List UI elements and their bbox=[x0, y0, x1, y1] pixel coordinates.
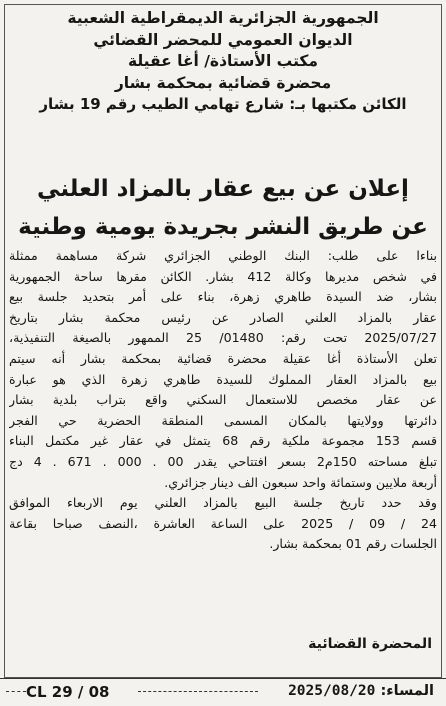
body-line: تعلن الأستاذة أغا عقيلة محضرة قضائية بمحكمة بشار أنه سيتم bbox=[9, 350, 437, 366]
page-footer bbox=[0, 678, 446, 706]
body-line: في شخص مديرها وكالة 412 بشار. الكائن مقرها ساحة الجمهورية bbox=[9, 268, 437, 284]
footer-divider bbox=[6, 691, 26, 692]
body-line: عن عقار مخصص للاستعمال السكني واقع بتراب بلدية بشار bbox=[9, 392, 437, 408]
footer-divider bbox=[138, 691, 258, 692]
body-line: تبلغ مساحته 150م2 بسعر افتتاحي يقدر 00 . 000 . 671 . 4 دج bbox=[9, 453, 437, 469]
body-line: الجلسات رقم 01 بمحكمة بشار. bbox=[269, 536, 437, 552]
announcement-body bbox=[9, 246, 437, 555]
announcement-header bbox=[8, 8, 438, 116]
body-line: عقار بالمزاد العلني الصادر عن رئيس محكمة بشار بتاريخ bbox=[9, 309, 437, 325]
header-line-5: الكائن مكتبها بـ: شارع تهامي الطيب رقم 19 بشار bbox=[39, 95, 407, 113]
body-line: 24 / 09 / 2025 على الساعة العاشرة ،النصف صباحا بقاعة bbox=[9, 515, 437, 531]
title-line-2: عن طريق النشر بجريدة يومية وطنية bbox=[18, 214, 428, 240]
footer-date-label: المساء: bbox=[380, 683, 434, 699]
body-line: قسم 153 مجموعة ملكية رقم 68 يتمثل في عقار غير مكتمل البناء bbox=[9, 433, 437, 449]
header-line-4: محضرة قضائية بمحكمة بشار bbox=[114, 73, 332, 92]
body-line: بشار، ضد السيدة طاهري زهرة، بناء على أمر بتحديد جلسة بيع bbox=[9, 289, 437, 305]
header-line-1: الجمهورية الجزائرية الديمقراطية الشعبية bbox=[67, 9, 379, 27]
announcement-title bbox=[8, 170, 438, 246]
footer-code: CL 29 / 08 bbox=[26, 683, 110, 701]
body-line: أربعة ملايين وستمائة واحد سبعون الف دينار جزائري. bbox=[164, 474, 437, 490]
title-line-1: إعلان عن بيع عقار بالمزاد العلني bbox=[37, 176, 409, 202]
body-line: دائرتها وولايتها بالمكان المسمى المنطقة الحضرية حي الفجر bbox=[9, 412, 437, 428]
body-line: بيع بالمزاد العقار المملوك للسيدة طاهري زهرة الذي هو عبارة bbox=[9, 371, 437, 387]
body-line: بناءا على طلب: البنك الوطني الجزائري شركة مساهمة ممثلة bbox=[9, 248, 437, 263]
footer-date bbox=[288, 683, 434, 699]
body-line: وقد حدد تاريخ جلسة البيع بالمزاد العلني يوم الاربعاء الموافق bbox=[9, 495, 437, 511]
header-line-3: مكتب الأستاذة/ أغا عقيلة bbox=[127, 52, 319, 70]
bailiff-signature: المحضرة القضائية bbox=[308, 636, 432, 652]
footer-date-value: 2025/08/20 bbox=[288, 683, 376, 699]
body-line: 2025/07/27 تحت رقم: 01480/ 25 الممهور بالصيغة التنفيذية، bbox=[9, 330, 437, 346]
header-line-2: الديوان العمومي للمحضر القضائي bbox=[93, 30, 353, 49]
